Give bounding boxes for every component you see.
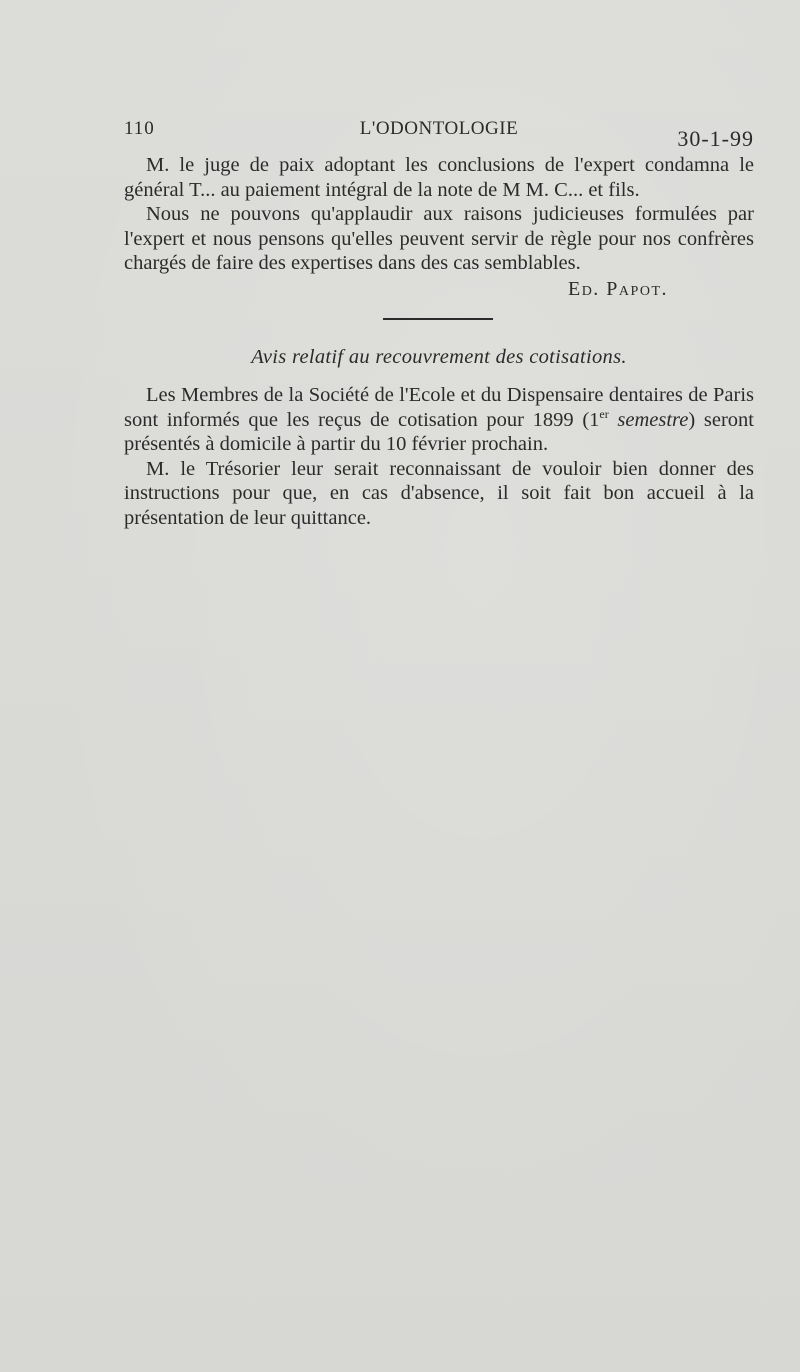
article-end (124, 153, 754, 276)
section-divider (383, 318, 493, 320)
paragraph: M. le juge de paix adoptant les conclusions de l'expert condamna le général T... au paiement intégral de la note de M M. C... et fils. (124, 154, 754, 201)
notice-text: Les Membres de la Société de l'Ecole et du Dispensaire dentaires de Paris sont informés que les reçus de cotisation pour 1899 (1 (124, 384, 754, 431)
author-name: Ed. Papot. (567, 278, 668, 300)
italic-text: semestre (608, 408, 689, 431)
superscript: er (599, 406, 609, 421)
journal-title: L'ODONTOLOGIE (359, 118, 519, 139)
notice-title: Avis relatif au recouvrement des cotisations. (251, 346, 627, 368)
issue-date: 30-1-99 (677, 126, 754, 151)
paragraph: Nous ne pouvons qu'applaudir aux raisons judicieuses formulées par l'expert et nous pensons qu'elles peuvent servir de règle pour nos confrères chargés de faire des expertises dans des cas semblables. (124, 203, 754, 274)
notice-body (124, 383, 754, 530)
running-head (124, 118, 754, 151)
author-signature (568, 278, 668, 301)
page-number: 110 (124, 118, 155, 139)
paragraph: M. le Trésorier leur serait reconnaissant de vouloir bien donner des instructions pour que, en cas d'absence, il soit fait bon accueil à la présentation de leur quittance. (124, 457, 754, 529)
paragraph (124, 383, 754, 457)
notice-text: ) seront présentés à domicile à partir du 10 février prochain. (124, 408, 754, 455)
